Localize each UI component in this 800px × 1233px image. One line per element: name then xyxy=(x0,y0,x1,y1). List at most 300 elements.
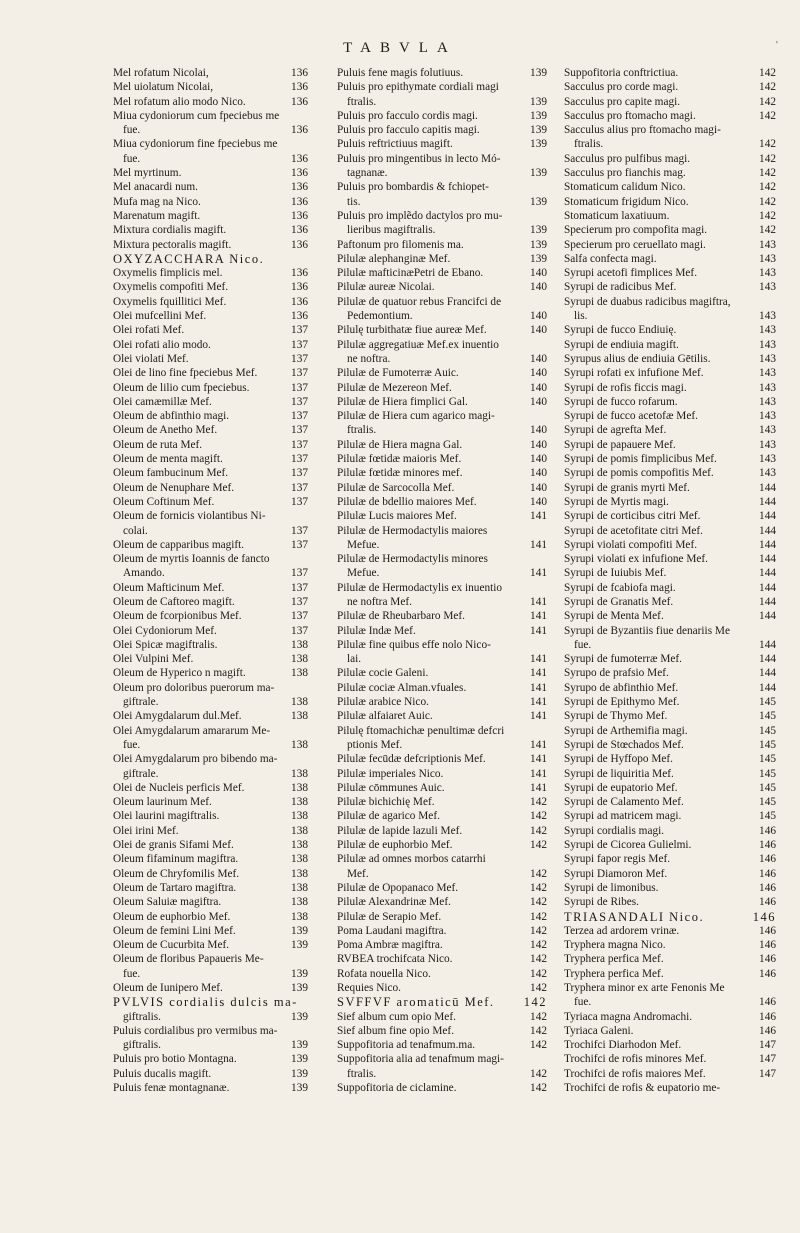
entry-text: fue. xyxy=(123,152,141,165)
entry-text: Puluis pro facculo cordis magi. xyxy=(337,109,478,122)
index-entry xyxy=(337,223,547,237)
entry-text: Pilulæ de Hermodactylis minores xyxy=(337,553,488,566)
index-entry xyxy=(113,309,308,323)
entry-text: Syrupi ad matricem magi. xyxy=(564,810,682,823)
index-entry xyxy=(113,1081,308,1095)
index-entry xyxy=(337,795,547,809)
page-number: 142 xyxy=(530,1024,547,1037)
page-number: 140 xyxy=(530,481,547,494)
entry-text: fue. xyxy=(574,996,592,1009)
entry-text: ne noftra. xyxy=(347,352,391,365)
page-number: 142 xyxy=(759,81,776,94)
page-number: 139 xyxy=(530,124,547,137)
entry-text: Olei rofati alio modo. xyxy=(113,338,211,351)
page-number: 143 xyxy=(759,438,776,451)
index-entry xyxy=(564,137,776,151)
page-number: 139 xyxy=(530,138,547,151)
entry-text: Syrupi de papauere Mef. xyxy=(564,438,676,451)
page-number: 141 xyxy=(530,753,547,766)
page-number: 137 xyxy=(291,367,308,380)
entry-text: Amando. xyxy=(123,567,165,580)
page-number: 136 xyxy=(291,281,308,294)
page-number xyxy=(304,724,308,738)
index-entry xyxy=(564,752,776,766)
entry-text: Pilulæ ad omnes morbos catarrhi xyxy=(337,853,486,866)
page-number: 139 xyxy=(291,939,308,952)
entry-text: Rofata nouella Nico. xyxy=(337,967,431,980)
index-entry xyxy=(337,209,547,223)
page-number: 142 xyxy=(759,109,776,122)
index-entry xyxy=(337,938,547,952)
index-entry xyxy=(337,180,547,194)
entry-text: Syrupi de fcabiofa magi. xyxy=(564,581,676,594)
entry-text: Olei Amygdalarum pro bibendo ma- xyxy=(113,753,278,766)
entry-text: giftrale. xyxy=(123,696,159,709)
entry-text: Suppofitoria de ciclamine. xyxy=(337,1082,457,1095)
index-entry xyxy=(113,738,308,752)
index-entry xyxy=(564,1038,776,1052)
index-entry xyxy=(113,595,308,609)
page-number: 139 xyxy=(530,95,547,108)
index-entry xyxy=(337,366,547,380)
page-number: 137 xyxy=(291,524,308,537)
index-entry xyxy=(113,724,308,738)
index-entry xyxy=(337,552,547,566)
entry-text: Oleum de Anetho Mef. xyxy=(113,424,218,437)
entry-text: Olei irini Mef. xyxy=(113,824,179,837)
index-entry xyxy=(564,152,776,166)
entry-text: Sacculus pro pulfibus magi. xyxy=(564,152,691,165)
page-number: 137 xyxy=(291,481,308,494)
entry-text: lai. xyxy=(347,653,362,666)
index-entry xyxy=(113,238,308,252)
index-entry xyxy=(113,852,308,866)
index-entry xyxy=(337,381,547,395)
entry-text: Puluis pro bombardis & fchiopet- xyxy=(337,181,489,194)
index-entry xyxy=(337,1038,547,1052)
index-entry xyxy=(337,166,547,180)
entry-text: Pilulæ de Mezereon Mef. xyxy=(337,381,452,394)
entry-text: Pilulæ fine quibus effe nolo Nico- xyxy=(337,638,491,651)
page-number: 143 xyxy=(759,367,776,380)
entry-text: Puluis fene magis folutiuus. xyxy=(337,67,464,79)
index-entry xyxy=(564,295,776,309)
entry-text: Mel anacardi num. xyxy=(113,181,199,194)
page-number xyxy=(543,409,547,423)
index-entry xyxy=(564,624,776,638)
page-number xyxy=(543,581,547,595)
page-number xyxy=(772,123,776,137)
entry-text: Syrupi de Iuiubis Mef. xyxy=(564,567,667,580)
index-entry xyxy=(564,552,776,566)
index-entry xyxy=(337,1010,547,1024)
index-entry xyxy=(113,867,308,881)
page-number: 142 xyxy=(759,138,776,151)
page-number: 142 xyxy=(530,824,547,837)
entry-text: Pilulæ alfaiaret Auic. xyxy=(337,710,433,723)
page-number: 142 xyxy=(530,839,547,852)
page-number: 143 xyxy=(759,238,776,251)
index-entry xyxy=(113,781,308,795)
entry-text: Oleum fambucinum Mef. xyxy=(113,467,229,480)
index-entry xyxy=(564,1081,776,1095)
entry-text: Olei laurini magiftralis. xyxy=(113,810,220,823)
page-number: 143 xyxy=(759,352,776,365)
entry-text: Pilulæ Lucis maiores Mef. xyxy=(337,510,457,523)
index-entry xyxy=(564,938,776,952)
entry-text: Pilulæ de Hiera fimplici Gal. xyxy=(337,395,468,408)
index-entry xyxy=(337,409,547,423)
page-number: 136 xyxy=(291,81,308,94)
entry-text: SVFFVF aromaticū Mef. xyxy=(337,995,495,1010)
page-number: 138 xyxy=(291,796,308,809)
page-number: 141 xyxy=(530,510,547,523)
entry-text: Mixtura cordialis magift. xyxy=(113,224,227,237)
index-entry xyxy=(113,952,308,966)
page-number xyxy=(304,995,308,1009)
index-entry xyxy=(113,423,308,437)
index-entry xyxy=(337,852,547,866)
index-entry xyxy=(564,1067,776,1081)
entry-text: Mufa mag na Nico. xyxy=(113,195,201,208)
index-entry xyxy=(564,910,776,924)
page-number xyxy=(543,180,547,194)
page-number: 137 xyxy=(291,338,308,351)
entry-text: Oleum de fcorpionibus Mef. xyxy=(113,610,242,623)
page-number xyxy=(543,152,547,166)
index-entry xyxy=(113,981,308,995)
index-entry xyxy=(337,681,547,695)
page-number: 136 xyxy=(291,195,308,208)
index-entry xyxy=(564,123,776,137)
page-number: 137 xyxy=(291,624,308,637)
index-entry xyxy=(564,481,776,495)
entry-text: ftralis. xyxy=(347,1067,377,1080)
index-entry xyxy=(564,381,776,395)
entry-text: Mel rofatum Nicolai, xyxy=(113,67,209,79)
page-number: 140 xyxy=(530,381,547,394)
page-number: 138 xyxy=(291,839,308,852)
entry-text: Syrupi de Hyffopo Mef. xyxy=(564,753,673,766)
index-entry xyxy=(337,995,547,1009)
entry-text: Puluis pro epithymate cordiali magi xyxy=(337,81,499,94)
entry-text: Oleum Mafticinum Mef. xyxy=(113,581,225,594)
index-entry xyxy=(564,1024,776,1038)
index-entry xyxy=(564,95,776,109)
entry-text: Pilulæ Indæ Mef. xyxy=(337,624,416,637)
page-number xyxy=(304,109,308,123)
page-number: 142 xyxy=(530,796,547,809)
index-entry xyxy=(337,238,547,252)
index-entry xyxy=(113,223,308,237)
index-entry xyxy=(337,695,547,709)
index-entry xyxy=(564,238,776,252)
index-entry xyxy=(337,266,547,280)
page-number: 140 xyxy=(530,324,547,337)
page-number: 136 xyxy=(291,310,308,323)
index-entry xyxy=(337,195,547,209)
index-entry xyxy=(564,595,776,609)
page-number xyxy=(772,981,776,995)
index-entry xyxy=(113,566,308,580)
entry-text: Tyriaca magna Andromachi. xyxy=(564,1010,693,1023)
page-number xyxy=(543,852,547,866)
page-number: 146 xyxy=(759,1024,776,1037)
entry-text: giftralis. xyxy=(123,1039,161,1052)
page-number: 144 xyxy=(759,638,776,651)
page-number: 146 xyxy=(752,909,776,924)
index-entry xyxy=(564,881,776,895)
index-entry xyxy=(564,738,776,752)
entry-text: Oleum Saluiæ magiftra. xyxy=(113,896,222,909)
entry-text: Pilulæ imperiales Nico. xyxy=(337,767,444,780)
page-number: 142 xyxy=(759,181,776,194)
page-number: 138 xyxy=(291,824,308,837)
index-entry xyxy=(113,995,308,1009)
page-number xyxy=(304,252,308,266)
index-entry xyxy=(113,1038,308,1052)
entry-text: Mefue. xyxy=(347,567,380,580)
entry-text: Pilulæ cōmmunes Auic. xyxy=(337,781,445,794)
index-entry xyxy=(337,152,547,166)
entry-text: Oleum de capparibus magift. xyxy=(113,538,245,551)
page-header: TABVLA xyxy=(343,40,457,56)
index-entry xyxy=(113,795,308,809)
index-entry xyxy=(113,652,308,666)
page-number: 146 xyxy=(759,939,776,952)
entry-text: OXYZACCHARA Nico. xyxy=(113,251,265,266)
entry-text: tis. xyxy=(347,195,361,208)
page-number: 144 xyxy=(759,553,776,566)
entry-text: Syrupi de granis myrti Mef. xyxy=(564,481,690,494)
index-entry xyxy=(337,438,547,452)
page-number: 144 xyxy=(759,610,776,623)
index-entry xyxy=(113,824,308,838)
page-number xyxy=(543,638,547,652)
entry-text: Olei Amygdalarum amararum Me- xyxy=(113,724,271,737)
entry-text: Pilulæ de Hiera magna Gal. xyxy=(337,438,463,451)
entry-text: Pilulæ bichichię Mef. xyxy=(337,796,435,809)
index-entry xyxy=(337,137,547,151)
entry-text: Oleum de menta magift. xyxy=(113,453,223,466)
entry-text: Syrupus alius de endiuia Gētilis. xyxy=(564,352,711,365)
index-entry xyxy=(113,838,308,852)
index-entry xyxy=(113,609,308,623)
entry-text: Pilulæ aggregatiuæ Mef.ex inuentio xyxy=(337,338,499,351)
page-number: 141 xyxy=(530,738,547,751)
page-number: 137 xyxy=(291,352,308,365)
entry-text: Puluis reftrictiuus magift. xyxy=(337,138,453,151)
entry-text: Syrupi de pomis compofitis Mef. xyxy=(564,467,714,480)
entry-text: Oleum de Hyperico n magift. xyxy=(113,667,246,680)
page-number: 143 xyxy=(759,252,776,265)
entry-text: Mefue. xyxy=(347,538,380,551)
entry-text: Suppofitoria conftrictiua. xyxy=(564,67,679,79)
index-entry xyxy=(564,66,776,80)
index-entry xyxy=(337,724,547,738)
index-entry xyxy=(113,524,308,538)
index-entry xyxy=(113,352,308,366)
index-entry xyxy=(113,366,308,380)
entry-text: Tryphera perfica Mef. xyxy=(564,967,664,980)
entry-text: Pilulæ cocie Galeni. xyxy=(337,667,429,680)
page-number: 144 xyxy=(759,495,776,508)
page-number: 137 xyxy=(291,610,308,623)
page-number: 138 xyxy=(291,767,308,780)
page-number: 140 xyxy=(530,267,547,280)
page-number: 142 xyxy=(759,224,776,237)
index-entry xyxy=(337,309,547,323)
index-entry xyxy=(337,595,547,609)
page-number: 146 xyxy=(759,839,776,852)
entry-text: Syrupi de Myrtis magi. xyxy=(564,495,669,508)
page-number: 143 xyxy=(759,467,776,480)
index-entry xyxy=(337,524,547,538)
entry-text: fue. xyxy=(123,738,141,751)
page-number: 146 xyxy=(759,881,776,894)
page-number: 140 xyxy=(530,467,547,480)
index-entry xyxy=(113,681,308,695)
entry-text: Oxymelis fimplicis mel. xyxy=(113,267,223,280)
index-entry xyxy=(337,1067,547,1081)
index-entry xyxy=(564,323,776,337)
index-entry xyxy=(337,466,547,480)
index-entry xyxy=(337,1081,547,1095)
page-number: 139 xyxy=(291,967,308,980)
index-entry xyxy=(113,967,308,981)
index-entry xyxy=(564,423,776,437)
page-number: 145 xyxy=(759,696,776,709)
page-number: 139 xyxy=(530,67,547,79)
page-number: 146 xyxy=(759,953,776,966)
index-entry xyxy=(564,466,776,480)
entry-text: Pilulę turbithatæ fiue aureæ Mef. xyxy=(337,324,487,337)
page-number: 140 xyxy=(530,367,547,380)
entry-text: Miua cydoniorum cum fpeciebus me xyxy=(113,109,280,122)
index-entry xyxy=(564,409,776,423)
page-number: 138 xyxy=(291,896,308,909)
entry-text: Pilulæ mafticinæPetri de Ebano. xyxy=(337,267,484,280)
index-column-3 xyxy=(564,66,776,1095)
index-entry xyxy=(564,109,776,123)
page-number xyxy=(304,552,308,566)
entry-text: Syrupi rofati ex infufione Mef. xyxy=(564,367,704,380)
entry-text: Oleum pro doloribus puerorum ma- xyxy=(113,681,275,694)
entry-text: Pilulæ de Hermodactylis maiores xyxy=(337,524,488,537)
page-number: 138 xyxy=(291,853,308,866)
page-number: 140 xyxy=(530,453,547,466)
entry-text: Syrupi de acetofitate citri Mef. xyxy=(564,524,703,537)
entry-text: Oleum de Iunipero Mef. xyxy=(113,982,223,994)
index-entry xyxy=(113,538,308,552)
entry-text: Syrupi Diamoron Mef. xyxy=(564,867,668,880)
index-entry xyxy=(337,66,547,80)
index-entry xyxy=(113,910,308,924)
entry-text: fue. xyxy=(574,638,592,651)
page-number: 143 xyxy=(759,381,776,394)
index-entry xyxy=(564,767,776,781)
entry-text: Tryphera perfica Mef. xyxy=(564,953,664,966)
page-number: 144 xyxy=(759,581,776,594)
index-entry xyxy=(337,867,547,881)
entry-text: ftralis. xyxy=(574,138,604,151)
page-number xyxy=(772,295,776,309)
entry-text: Syrupi de pomis fimplicibus Mef. xyxy=(564,453,717,466)
index-entry xyxy=(564,781,776,795)
page-number: 139 xyxy=(291,1053,308,1066)
entry-text: Stomaticum laxatiuum. xyxy=(564,209,670,222)
page-number: 145 xyxy=(759,810,776,823)
entry-text: RVBEA trochifcata Nico. xyxy=(337,953,453,966)
index-entry xyxy=(113,709,308,723)
page-number: 136 xyxy=(291,238,308,251)
index-entry xyxy=(113,581,308,595)
index-entry xyxy=(564,566,776,580)
page-number: 144 xyxy=(759,510,776,523)
entry-text: Syrupi cordialis magi. xyxy=(564,824,665,837)
index-entry xyxy=(564,1052,776,1066)
index-entry xyxy=(337,338,547,352)
page-number: 142 xyxy=(530,881,547,894)
index-entry xyxy=(337,809,547,823)
entry-text: Olei de granis Sifami Mef. xyxy=(113,839,234,852)
page-number: 147 xyxy=(759,1039,776,1052)
entry-text: Syrupi fapor regis Mef. xyxy=(564,853,671,866)
entry-text: Olei Vulpini Mef. xyxy=(113,653,194,666)
entry-text: Oxymelis fquillitici Mef. xyxy=(113,295,227,308)
index-entry xyxy=(564,681,776,695)
entry-text: Terzea ad ardorem vrinæ. xyxy=(564,924,680,937)
page-number xyxy=(304,1024,308,1038)
entry-text: Syrupi de Epithymo Mef. xyxy=(564,696,680,709)
page-number: 143 xyxy=(759,395,776,408)
entry-text: TRIASANDALI Nico. xyxy=(564,909,705,924)
page-number: 144 xyxy=(759,567,776,580)
entry-text: Oleum de Caftoreo magift. xyxy=(113,595,235,608)
page-number: 143 xyxy=(759,310,776,323)
entry-text: Puluis cordialibus pro vermibus ma- xyxy=(113,1024,278,1037)
index-entry xyxy=(564,838,776,852)
index-entry xyxy=(113,409,308,423)
entry-text: Syrupi violati ex infufione Mef. xyxy=(564,553,709,566)
entry-text: Syrupi de endiuia magift. xyxy=(564,338,679,351)
page-number: 140 xyxy=(530,395,547,408)
page-number: 141 xyxy=(530,653,547,666)
page-number: 138 xyxy=(291,653,308,666)
index-entry xyxy=(564,452,776,466)
page-number: 142 xyxy=(530,924,547,937)
index-entry xyxy=(337,981,547,995)
entry-text: Pilulæ de Opopanaco Mef. xyxy=(337,881,459,894)
index-entry xyxy=(337,538,547,552)
entry-text: Sief album cum opio Mef. xyxy=(337,1010,456,1023)
index-entry xyxy=(337,767,547,781)
entry-text: Pilulæ de Hiera cum agarico magi- xyxy=(337,410,495,423)
index-entry xyxy=(113,381,308,395)
page-number xyxy=(543,80,547,94)
index-entry xyxy=(337,1052,547,1066)
page-number: 136 xyxy=(291,267,308,280)
index-entry xyxy=(337,638,547,652)
entry-text: Sacculus pro corde magi. xyxy=(564,81,679,94)
index-entry xyxy=(564,209,776,223)
page-number xyxy=(543,724,547,738)
entry-text: Pilulæ de Rheubarbaro Mef. xyxy=(337,610,466,623)
entry-text: Pilulæ de lapide lazuli Mef. xyxy=(337,824,463,837)
index-entry xyxy=(337,910,547,924)
index-entry xyxy=(564,166,776,180)
index-entry xyxy=(337,952,547,966)
